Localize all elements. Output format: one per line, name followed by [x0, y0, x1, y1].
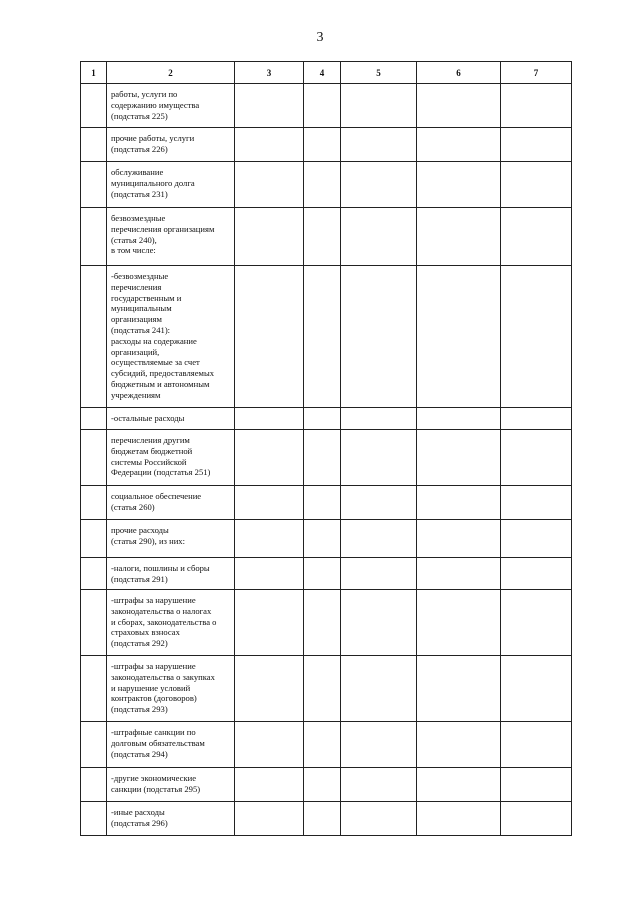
empty-cell: [417, 802, 501, 836]
empty-cell: [81, 208, 107, 266]
empty-cell: [81, 768, 107, 802]
empty-cell: [235, 408, 304, 430]
row-label: -штрафы за нарушение законодательства о закупках и нарушение условий контрактов (договоров) (подстатья 293): [111, 661, 215, 715]
row-label: -налоги, пошлины и сборы (подстатья 291): [111, 563, 210, 584]
table-row: [81, 558, 572, 590]
table-row: [81, 266, 572, 408]
table-row: [81, 590, 572, 656]
empty-cell: [235, 162, 304, 208]
empty-cell: [417, 408, 501, 430]
empty-cell: [501, 430, 572, 486]
table-row: [81, 768, 572, 802]
row-label-cell: [107, 520, 235, 558]
empty-cell: [501, 208, 572, 266]
table-row: [81, 722, 572, 768]
row-label-cell: [107, 128, 235, 162]
empty-cell: [235, 520, 304, 558]
empty-cell: [81, 722, 107, 768]
row-label: прочие расходы (статья 290), из них:: [111, 525, 185, 546]
empty-cell: [304, 520, 341, 558]
empty-cell: [304, 722, 341, 768]
empty-cell: [501, 802, 572, 836]
empty-cell: [341, 722, 417, 768]
empty-cell: [304, 430, 341, 486]
table-row: [81, 162, 572, 208]
table-row: [81, 520, 572, 558]
column-header-3: 3: [235, 62, 304, 84]
row-label: -штрафы за нарушение законодательства о налогах и сборах, законодательства о страховых взносах (подстатья 292): [111, 595, 217, 649]
expenses-table: [80, 61, 572, 836]
column-header-5: 5: [341, 62, 417, 84]
empty-cell: [341, 802, 417, 836]
table-row: [81, 208, 572, 266]
row-label: -иные расходы (подстатья 296): [111, 807, 168, 828]
empty-cell: [304, 208, 341, 266]
empty-cell: [81, 266, 107, 408]
empty-cell: [304, 768, 341, 802]
empty-cell: [235, 590, 304, 656]
empty-cell: [417, 162, 501, 208]
empty-cell: [81, 84, 107, 128]
empty-cell: [341, 486, 417, 520]
page-number: 3: [316, 30, 324, 45]
empty-cell: [341, 128, 417, 162]
table-row: [81, 656, 572, 722]
empty-cell: [235, 656, 304, 722]
row-label-cell: [107, 558, 235, 590]
row-label-cell: [107, 768, 235, 802]
empty-cell: [417, 84, 501, 128]
table-row: [81, 84, 572, 128]
row-label: -остальные расходы: [111, 413, 185, 423]
empty-cell: [417, 768, 501, 802]
empty-cell: [417, 558, 501, 590]
empty-cell: [235, 768, 304, 802]
empty-cell: [501, 520, 572, 558]
empty-cell: [501, 558, 572, 590]
header-row: [81, 62, 572, 84]
row-label: -другие экономические санкции (подстатья 295): [111, 773, 201, 794]
row-label-cell: [107, 656, 235, 722]
row-label-cell: [107, 802, 235, 836]
empty-cell: [235, 486, 304, 520]
empty-cell: [501, 266, 572, 408]
empty-cell: [235, 430, 304, 486]
empty-cell: [304, 162, 341, 208]
column-header-6: 6: [417, 62, 501, 84]
empty-cell: [304, 128, 341, 162]
table-row: [81, 802, 572, 836]
row-label-cell: [107, 162, 235, 208]
empty-cell: [304, 802, 341, 836]
empty-cell: [304, 408, 341, 430]
empty-cell: [81, 802, 107, 836]
row-label: работы, услуги по содержанию имущества (подстатья 225): [111, 89, 200, 121]
empty-cell: [341, 84, 417, 128]
empty-cell: [417, 520, 501, 558]
empty-cell: [81, 430, 107, 486]
row-label: -штрафные санкции по долговым обязательствам (подстатья 294): [111, 727, 205, 759]
empty-cell: [341, 590, 417, 656]
empty-cell: [417, 590, 501, 656]
table-row: [81, 408, 572, 430]
empty-cell: [341, 162, 417, 208]
row-label: социальное обеспечение (статья 260): [111, 491, 202, 512]
column-header-7: 7: [501, 62, 572, 84]
empty-cell: [341, 266, 417, 408]
empty-cell: [341, 208, 417, 266]
empty-cell: [501, 84, 572, 128]
empty-cell: [304, 590, 341, 656]
empty-cell: [341, 408, 417, 430]
empty-cell: [417, 656, 501, 722]
empty-cell: [341, 768, 417, 802]
empty-cell: [304, 558, 341, 590]
empty-cell: [81, 656, 107, 722]
row-label: -безвозмездные перечисления государственным и муниципальным организациям (подстатья 241): расходы на содержание организаций, осуществляемые за счет субсидий, предоставляемых бюджетным и автономным учреждениям: [111, 271, 215, 400]
empty-cell: [81, 558, 107, 590]
empty-cell: [235, 802, 304, 836]
empty-cell: [235, 84, 304, 128]
empty-cell: [417, 128, 501, 162]
empty-cell: [417, 266, 501, 408]
row-label-cell: [107, 430, 235, 486]
table-row: [81, 430, 572, 486]
empty-cell: [501, 722, 572, 768]
column-header-2: 2: [107, 62, 235, 84]
empty-cell: [417, 208, 501, 266]
empty-cell: [81, 162, 107, 208]
empty-cell: [341, 656, 417, 722]
empty-cell: [417, 486, 501, 520]
row-label: перечисления другим бюджетам бюджетной системы Российской Федерации (подстатья 251): [111, 435, 211, 478]
empty-cell: [501, 128, 572, 162]
row-label-cell: [107, 208, 235, 266]
empty-cell: [501, 162, 572, 208]
row-label-cell: [107, 486, 235, 520]
row-label: безвозмездные перечисления организациям (статья 240), в том числе:: [111, 213, 215, 256]
empty-cell: [81, 128, 107, 162]
empty-cell: [235, 128, 304, 162]
empty-cell: [341, 430, 417, 486]
empty-cell: [501, 656, 572, 722]
row-label-cell: [107, 590, 235, 656]
empty-cell: [81, 408, 107, 430]
empty-cell: [235, 722, 304, 768]
empty-cell: [235, 208, 304, 266]
empty-cell: [304, 656, 341, 722]
column-header-1: 1: [81, 62, 107, 84]
row-label-cell: [107, 408, 235, 430]
empty-cell: [81, 486, 107, 520]
empty-cell: [501, 486, 572, 520]
row-label-cell: [107, 266, 235, 408]
column-header-4: 4: [304, 62, 341, 84]
empty-cell: [417, 722, 501, 768]
empty-cell: [501, 408, 572, 430]
empty-cell: [235, 558, 304, 590]
empty-cell: [341, 520, 417, 558]
row-label: прочие работы, услуги (подстатья 226): [111, 133, 195, 154]
empty-cell: [501, 768, 572, 802]
table-row: [81, 486, 572, 520]
empty-cell: [81, 520, 107, 558]
table-row: [81, 128, 572, 162]
empty-cell: [501, 590, 572, 656]
empty-cell: [304, 266, 341, 408]
empty-cell: [341, 558, 417, 590]
empty-cell: [304, 84, 341, 128]
row-label: обслуживание муниципального долга (подстатья 231): [111, 167, 195, 199]
row-label-cell: [107, 84, 235, 128]
empty-cell: [417, 430, 501, 486]
row-label-cell: [107, 722, 235, 768]
empty-cell: [235, 266, 304, 408]
empty-cell: [304, 486, 341, 520]
empty-cell: [81, 590, 107, 656]
